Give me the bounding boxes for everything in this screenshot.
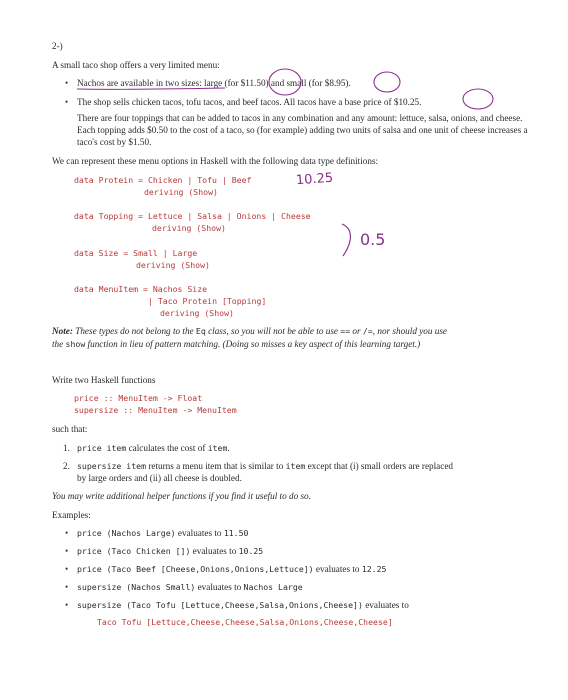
- example-4-text: evaluates to: [195, 582, 244, 592]
- note-text-5: the: [52, 339, 66, 349]
- handwritten-note-topping: 0.5: [360, 230, 386, 249]
- example-5-text: evaluates to: [362, 600, 409, 610]
- code-size-line2: deriving (Show): [136, 260, 210, 270]
- example-5-code: supersize (Taco Tofu [Lettuce,Cheese,Salsa,Onions,Cheese]): [77, 600, 363, 610]
- note-label: Note:: [52, 326, 73, 336]
- note-text-4: , nor should you use: [372, 326, 448, 336]
- problem-number: 2-): [52, 41, 63, 51]
- requirement-1-number: 1.: [63, 443, 70, 453]
- example-1-text: evaluates to: [175, 528, 224, 538]
- note-text-2: class, so you will not be able to use: [205, 326, 341, 336]
- toppings-paragraph: There are four toppings that can be added to tacos in any combination and any amount: lettuce, salsa, onions, and cheese. Each topping adds $0.50 to the cost of a taco, so (for example) adding two units of salsa and one unit of cheese increases a taco's cost by $1.50.: [77, 113, 528, 147]
- requirement-1-code: price item: [77, 443, 127, 453]
- example-4-code: supersize (Nachos Small): [77, 582, 196, 592]
- code-topping-line1: data Topping = Lettuce | Salsa | Onions | Cheese: [74, 211, 311, 221]
- requirement-1-code2: item: [207, 443, 228, 453]
- note-text-6: function in lieu of pattern matching. (Doing so misses a key aspect of this learning target.): [85, 339, 421, 349]
- code-topping-line2: deriving (Show): [152, 223, 226, 233]
- requirement-2-number: 2.: [63, 461, 70, 471]
- note-text-1: These types do not belong to the: [72, 326, 196, 336]
- note-op-eq: ==: [340, 326, 351, 336]
- example-3-code: price (Taco Beef [Cheese,Onions,Onions,Lettuce]): [77, 564, 314, 574]
- code-size-line1: data Size = Small | Large: [74, 248, 198, 258]
- note-eq: Eq: [195, 326, 206, 336]
- helper-text: You may write additional helper functions if you find it useful to do so.: [52, 491, 311, 501]
- handwritten-underline: [77, 88, 225, 89]
- code-menu-line2: | Taco Protein [Topping]: [148, 296, 267, 306]
- code-menu-line1: data MenuItem = Nachos Size: [74, 284, 208, 294]
- handwritten-circle-small-price: [374, 72, 400, 92]
- requirement-2-text2: except that (i) small orders are replaced: [305, 461, 454, 471]
- example-2-text: evaluates to: [190, 546, 239, 556]
- requirement-2-code: supersize item: [77, 461, 147, 471]
- bullet-tacos-text-1: The shop sells chicken tacos, tofu tacos, and beef tacos. All tacos have a base price of: [77, 97, 394, 107]
- example-2-code: price (Taco Chicken []): [77, 546, 191, 556]
- requirement-2-line2: by large orders and (ii) all cheese is doubled.: [77, 473, 242, 483]
- price-large: $11.50: [240, 78, 266, 88]
- such-that-text: such that:: [52, 424, 88, 434]
- handwritten-circle-large-price: [269, 69, 301, 95]
- handwritten-circle-base-price: [463, 89, 493, 109]
- handwritten-note-protein: 10.25: [295, 170, 334, 189]
- represent-text: We can represent these menu options in Haskell with the following data type definitions:: [52, 156, 379, 166]
- note-text-3: or: [350, 326, 363, 336]
- code-protein-line2: deriving (Show): [144, 187, 218, 197]
- example-3-value: 12.25: [361, 564, 387, 574]
- example-1-value: 11.50: [223, 528, 249, 538]
- requirement-2-code2: item: [285, 461, 306, 471]
- bullet-tacos-text-2: .: [419, 97, 422, 107]
- code-menu-line3: deriving (Show): [160, 308, 234, 318]
- signature-supersize: supersize :: MenuItem -> MenuItem: [74, 405, 237, 415]
- price-small: $8.95: [324, 78, 346, 88]
- bullet-nachos-text-2: ) and small (for: [265, 78, 325, 88]
- example-1-code: price (Nachos Large): [77, 528, 176, 538]
- taco-base-price: $10.25: [393, 97, 420, 107]
- intro-text: A small taco shop offers a very limited menu:: [52, 60, 220, 70]
- bullet-nachos-text-3: ).: [345, 78, 351, 88]
- bullet-nachos-text-1: Nachos are available in two sizes: large (for: [77, 78, 241, 88]
- example-2-value: 10.25: [238, 546, 264, 556]
- note-show: show: [65, 339, 86, 349]
- signature-price: price :: MenuItem -> Float: [74, 393, 203, 403]
- example-5-result: Taco Tofu [Lettuce,Cheese,Cheese,Salsa,Onions,Cheese,Cheese]: [97, 617, 393, 627]
- example-4-value: Nachos Large: [243, 582, 303, 592]
- requirement-1-end: .: [227, 443, 230, 453]
- handwritten-brace: [342, 224, 350, 256]
- requirement-2-text: returns a menu item that is similar to: [146, 461, 286, 471]
- requirement-1-text: calculates the cost of: [126, 443, 208, 453]
- write-text: Write two Haskell functions: [52, 375, 156, 385]
- code-protein-line1: data Protein = Chicken | Tofu | Beef: [74, 175, 252, 185]
- examples-label: Examples:: [52, 510, 91, 520]
- example-3-text: evaluates to: [313, 564, 362, 574]
- note-op-neq: /=: [362, 326, 373, 336]
